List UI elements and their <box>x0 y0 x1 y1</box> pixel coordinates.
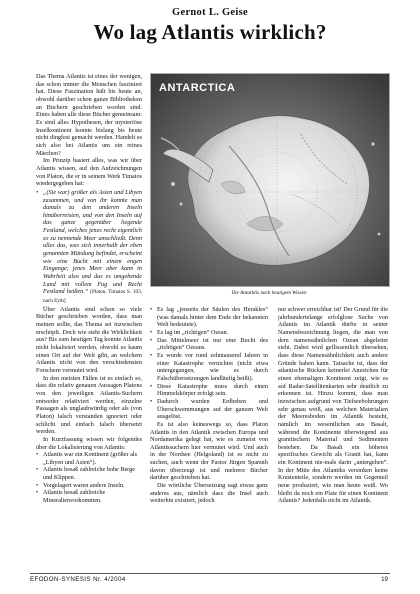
paragraph: Die wörtliche Übersetzung sagt etwas ganz anderes aus, nämlich dass die Insel auch weiterhin existiert, jedoch <box>150 482 268 505</box>
quote-text: „(Sie war) größer als Asien und Libyen zusammen, und von ihr konnte man damals zu den anderen Inseln hinüberreisten, und von den Inseln auf das ganze gegenüber liegende Festland, welches jenes recht eigentlich so zu nennende Meer umschließt. Denn alles das, was sich innerhalb der eben genannten Mündung befindet, erscheint wie eine Bucht mit einem engen Eingange; jenes Meer aber kann in Wahrheit also und das es umgebende Land mit vollem Fug und Recht Festland heißen.“ <box>43 188 142 296</box>
paragraph: Im Prinzip basiert alles, was wir über Atlantis wissen, auf den Aufzeichnungen von Platon, die er in seinem Werk Timaios wiedergegeben hat: <box>36 157 142 188</box>
text-column-3 <box>278 306 388 564</box>
map-title-label: ANTARCTICA <box>159 82 236 94</box>
paragraph: In Kurzfassung wissen wir folgendes über die Lokalisierung von Atlantis: <box>36 435 142 451</box>
antarctica-map-figure <box>150 73 390 287</box>
paragraph: Das Thema Atlantis ist eines der wenigen, das schon immer die Menschen fasziniert hat. Diese Faszination hält bis heute an, obwohl darüber schon ganze Bibliotheken an Büchern geschrieben worden sind. Eines haben alle diese Bücher gemeinsam: Es sind alles Hypothesen, der mysteriöse Inselkontinent konnte bislang bis heute nicht dingfest gemacht werden. Handelt es sich also bei Atlantis um ein reines Märchen? <box>36 73 142 157</box>
list-item: • Atlantis besaß zahlreiche hohe Berge und Klippen. <box>36 466 142 481</box>
footer-journal: EFODON-SYNESIS Nr. 4/2004 <box>30 576 126 583</box>
atlantis-facts-list-continued <box>150 306 268 421</box>
bullet-icon: • <box>36 188 39 196</box>
paragraph: nur schwer erreichbar ist! Der Grund für die jahrhundertelange erfolglose Suche von Atlantis im Atlantik dürfte in seiner Namensbezeichnung liegen, die man von dem namensähnlichen Ozean abgeleitet sieht. Dabei wird geflissentlich übersehen, dass diese Namensähnlichkeit auch andere Gründe haben kann. Tatsache ist, dass der atlantische Rücken keinerlei Anzeichen für einen ehemaligen Kontinent zeigt, wie es auf Radar-Satellitenkarten sehr deutlich zu erkennen ist. Hinzu kommt, dass man inzwischen aufgrund von Tiefseebohrungen sehr genau weiß, aus welchen Materialien der Meeresboden im Atlantik besteht, nämlich im wesentlichen aus Basalt, während die Kontinente überwiegend aus granitischem Material und Sedimenten bestehen. Da Basalt ein höheres spezifisches Gewicht als Granit hat, kann ein Kontinent nie-mals darin „untergehen“. In der Mitte des Atlantiks versinken keine Krustenteile, sondern werden im Gegenteil neue produziert, wie man heute weiß. Wo bleibt da noch ein Platz für einen Kontinent Atlantis? Jedenfalls nicht im Atlantik. <box>278 306 388 505</box>
list-item: • Diese Katastrophe muss durch einen Himmelskörper erfolgt sein. <box>150 383 268 398</box>
atlantis-facts-list <box>36 451 142 505</box>
list-item: • Vorgelagert waren andere Inseln. <box>36 482 142 490</box>
platon-quote <box>36 189 142 306</box>
list-item: • Atlantis besaß zahlreiche Mineralienvorkommen. <box>36 489 142 504</box>
list-item: • Das Mittelmeer ist nur eine Bucht des „richtigen“ Ozeans. <box>150 337 268 352</box>
paragraph: Es ist also keineswegs so, dass Platon Atlantis in den Atlantik zwischen Europa und Nordamerika gelegt hat, wie es zumeist von Atlantissuchern hier vermutet wird. Und auch in der Nordsee (Helgoland) ist es nicht zu suchen, auch wenn der Pastor Jürgen Spanuth davon überzeugt ist und mehrere Bücher darüber geschrieben hat. <box>150 420 268 482</box>
page-number: 19 <box>381 576 388 583</box>
article-title: Wo lag Atlantis wirklich? <box>93 20 327 44</box>
list-item: • Es wurde vor rund zehntausend Jahren in einer Katastrophe vernichtet (nicht etwa untergegangen, wie es durch Falschübersetzungen landläufig heißt). <box>150 352 268 383</box>
quote-source: [Platon, Timaios S. 103, nach Eyth] <box>43 289 142 305</box>
paragraph: In den meisten Fällen ist es einfach so, dass die relativ genauen Aussagen Platons von den jeweiligen Atlantis-Suchern entweder relativiert werden, einzelne Passagen als unglaubwürdig oder als (von Platon) falsch verstanden ignoriert oder schlicht und einfach falsch übersetzt werden. <box>36 374 142 436</box>
antarctica-map-image <box>151 74 389 286</box>
text-column-2 <box>150 306 268 564</box>
list-item: • Dadurch wurden Erdbeben und Überschwemmungen auf der ganzen Welt ausgelöst. <box>150 398 268 421</box>
figure-caption: Die Antarktis nach heutigem Wissen <box>231 290 307 296</box>
footer-divider <box>30 573 390 574</box>
list-item: • Es lag im „richtigen“ Ozean. <box>150 329 268 337</box>
text-column-1 <box>36 73 142 565</box>
list-item: • Es lag „jenseits der Säulen des Herakles“ (was damals hinter dem Ende der bekannten Welt bedeutete). <box>150 306 268 329</box>
paragraph: Über Atlantis sind schon so viele Bücher geschrieben worden, dass man meinen sollte, das Thema sei inzwischen erschöpft. Doch wie steht die Wirklichkeit aus? Bis zum heutigen Tag konnte Atlantis nicht lokalisiert werden, obwohl es kaum einen Ort auf der Welt gibt, an welchem Atlantis nicht von den verschiedensten Forschern vermutet wird. <box>36 305 142 374</box>
author-name: Gernot L. Geise <box>172 7 248 18</box>
list-item: • Atlantis war ein Kontinent (größer als „Libyen und Asien“). <box>36 451 142 466</box>
